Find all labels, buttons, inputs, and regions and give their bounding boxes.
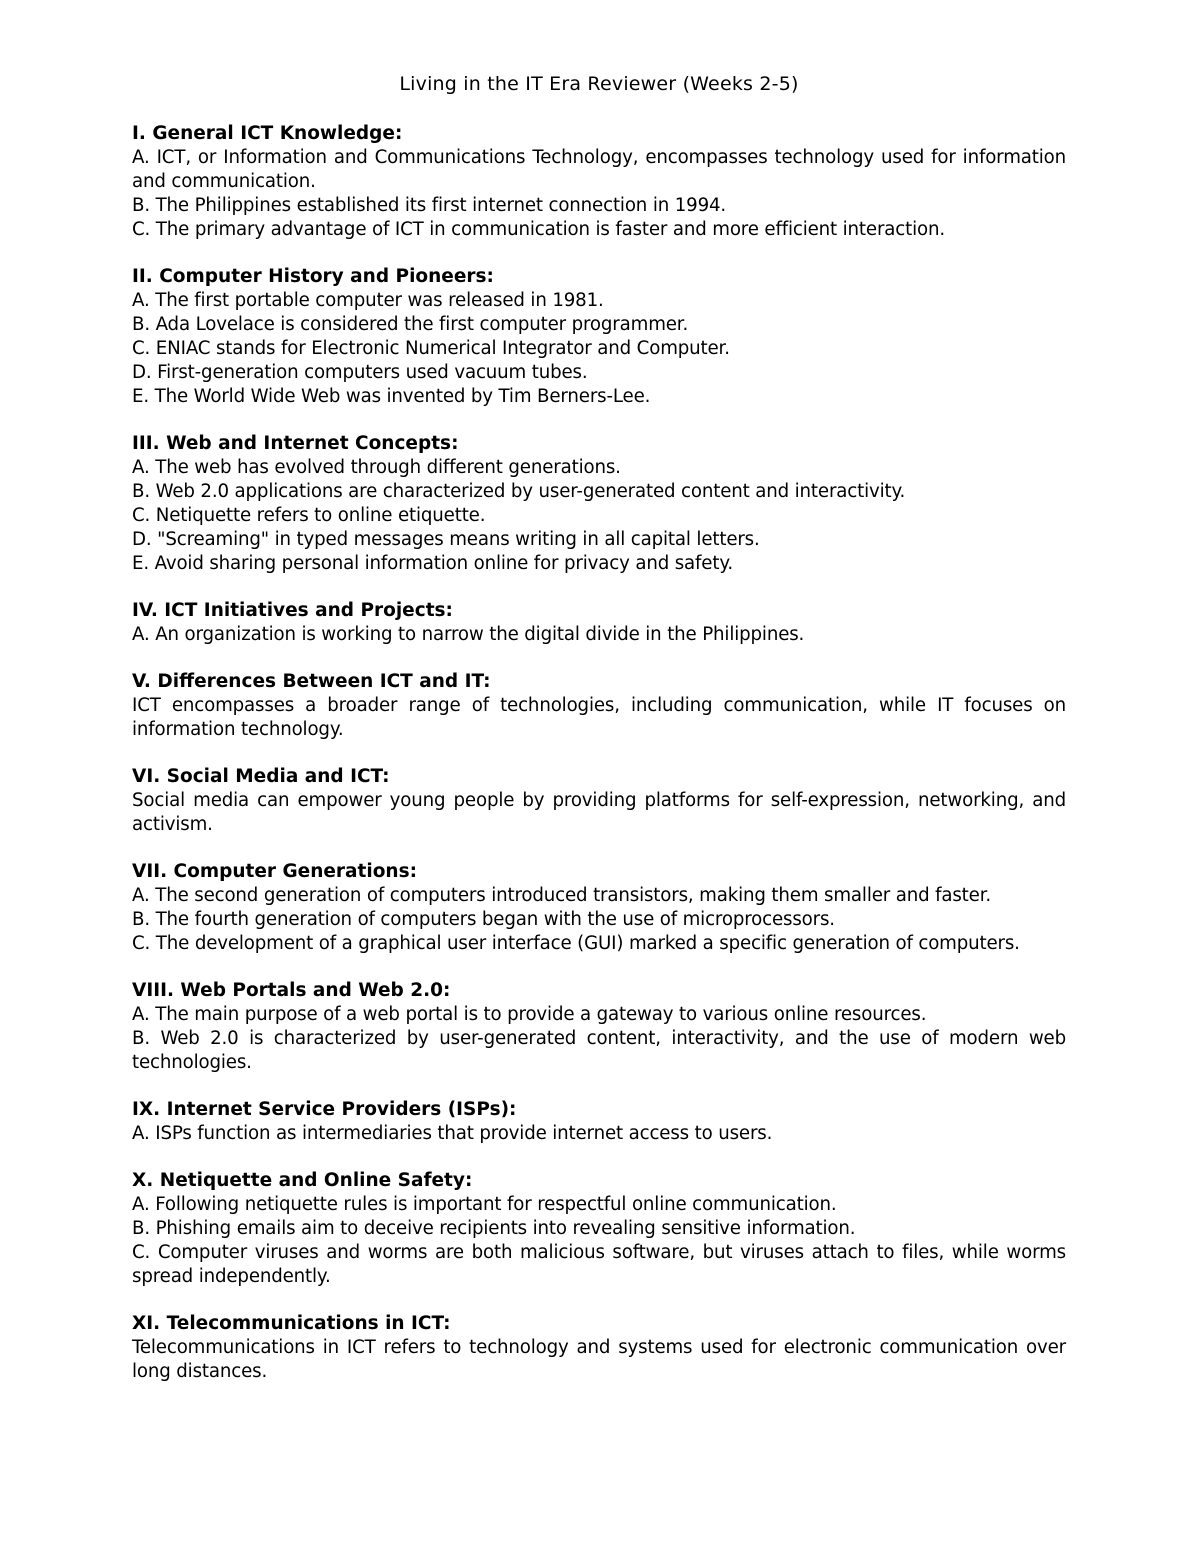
section-heading: IV. ICT Initiatives and Projects: bbox=[132, 600, 453, 621]
section-line: B. The Philippines established its first internet connection in 1994. bbox=[132, 195, 727, 216]
section-line: B. Phishing emails aim to deceive recipients into revealing sensitive information. bbox=[132, 1218, 856, 1239]
section-line: D. "Screaming" in typed messages means writing in all capital letters. bbox=[132, 529, 760, 550]
section-heading: II. Computer History and Pioneers: bbox=[132, 266, 494, 287]
section-line: C. ENIAC stands for Electronic Numerical Integrator and Computer. bbox=[132, 338, 730, 359]
document-title: Living in the IT Era Reviewer (Weeks 2-5) bbox=[399, 73, 799, 95]
section-heading: VI. Social Media and ICT: bbox=[132, 766, 390, 787]
section-heading: IX. Internet Service Providers (ISPs): bbox=[132, 1099, 517, 1120]
section-line: E. The World Wide Web was invented by Tim Berners-Lee. bbox=[132, 386, 651, 407]
section-line: C. The primary advantage of ICT in communication is faster and more efficient interaction. bbox=[132, 219, 945, 240]
section-line: B. Ada Lovelace is considered the first computer programmer. bbox=[132, 314, 689, 335]
section-line: A. Following netiquette rules is important for respectful online communication. bbox=[132, 1194, 837, 1215]
section-social-media bbox=[132, 765, 1066, 837]
section-line: D. First-generation computers used vacuum tubes. bbox=[132, 362, 588, 383]
section-computer-generations bbox=[132, 860, 1066, 956]
section-web-portals bbox=[132, 979, 1066, 1075]
section-heading: VII. Computer Generations: bbox=[132, 861, 418, 882]
section-line: A. ICT, or Information and Communications Technology, encompasses technology used for information and communication. bbox=[132, 147, 1066, 192]
section-line: A. The web has evolved through different generations. bbox=[132, 457, 621, 478]
section-line: A. An organization is working to narrow the digital divide in the Philippines. bbox=[132, 624, 805, 645]
section-heading: III. Web and Internet Concepts: bbox=[132, 433, 459, 454]
section-ict-initiatives bbox=[132, 599, 1066, 647]
section-web-internet-concepts bbox=[132, 432, 1066, 576]
section-line: E. Avoid sharing personal information online for privacy and safety. bbox=[132, 553, 733, 574]
section-general-ict-knowledge bbox=[132, 122, 1066, 242]
section-heading: X. Netiquette and Online Safety: bbox=[132, 1170, 473, 1191]
document-page bbox=[132, 70, 1066, 1407]
section-heading: V. Differences Between ICT and IT: bbox=[132, 671, 491, 692]
section-line: Social media can empower young people by providing platforms for self-expression, networking, and activism. bbox=[132, 790, 1066, 835]
section-isps bbox=[132, 1098, 1066, 1146]
section-heading: XI. Telecommunications in ICT: bbox=[132, 1313, 451, 1334]
section-line: Telecommunications in ICT refers to technology and systems used for electronic communication over long distances. bbox=[132, 1337, 1066, 1382]
section-line: A. The first portable computer was released in 1981. bbox=[132, 290, 604, 311]
section-heading: VIII. Web Portals and Web 2.0: bbox=[132, 980, 451, 1001]
section-line: C. The development of a graphical user interface (GUI) marked a specific generation of computers. bbox=[132, 933, 1020, 954]
section-line: ICT encompasses a broader range of technologies, including communication, while IT focuses on information technology. bbox=[132, 695, 1066, 740]
section-line: B. The fourth generation of computers began with the use of microprocessors. bbox=[132, 909, 835, 930]
section-line: B. Web 2.0 is characterized by user-generated content, interactivity, and the use of modern web technologies. bbox=[132, 1028, 1066, 1073]
section-telecommunications bbox=[132, 1312, 1066, 1384]
section-line: C. Netiquette refers to online etiquette. bbox=[132, 505, 486, 526]
section-netiquette-safety bbox=[132, 1169, 1066, 1289]
section-line: C. Computer viruses and worms are both malicious software, but viruses attach to files, while worms spread independently. bbox=[132, 1242, 1066, 1287]
section-ict-vs-it bbox=[132, 670, 1066, 742]
section-heading: I. General ICT Knowledge: bbox=[132, 123, 403, 144]
section-line: B. Web 2.0 applications are characterized by user-generated content and interactivity. bbox=[132, 481, 906, 502]
section-line: A. ISPs function as intermediaries that provide internet access to users. bbox=[132, 1123, 773, 1144]
section-computer-history bbox=[132, 265, 1066, 409]
section-line: A. The main purpose of a web portal is to provide a gateway to various online resources. bbox=[132, 1004, 927, 1025]
section-line: A. The second generation of computers introduced transistors, making them smaller and faster. bbox=[132, 885, 991, 906]
